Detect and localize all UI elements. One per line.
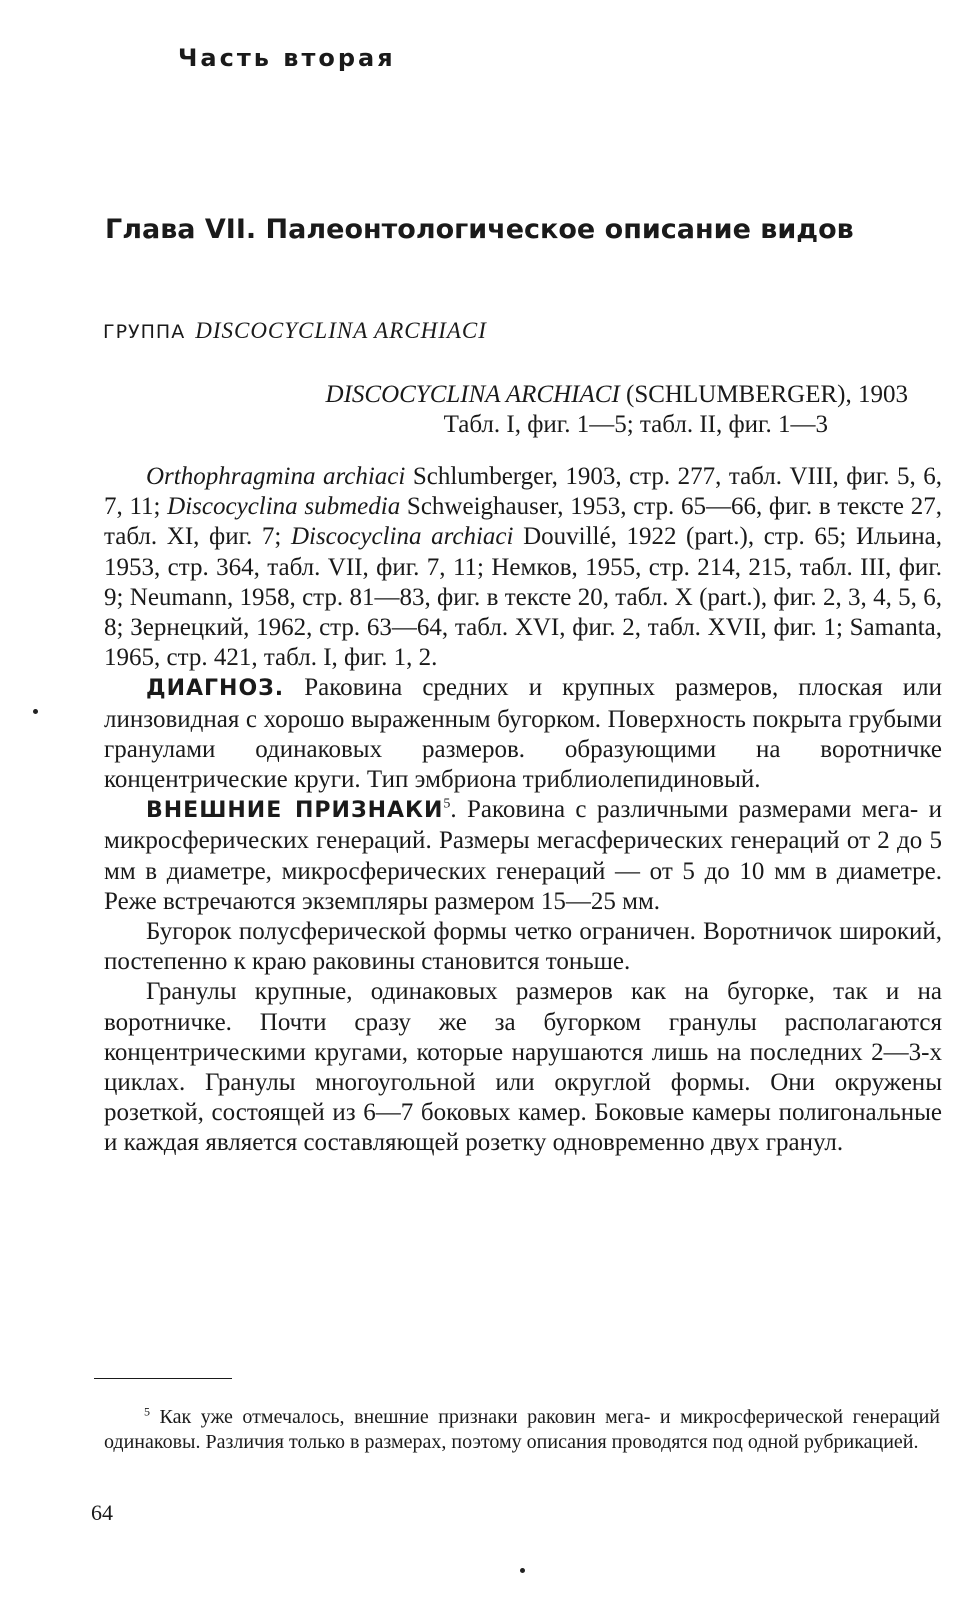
synonym-citation: Douvillé, 1922 (part.), стр. 65; Ильина, 1953, стр. 364, табл. VII, фиг. 7, 11; Немков, 1955, стр. 214, 215, табл. III, фиг. 9; Neumann, 1958, стр. 81—83, фиг. в тексте 20, табл. X (part.), фиг. 2, 3, 4, 5, 6, 8; Зернецкий, 1962, стр. 63—64, табл. XVI, фиг. 2, табл. XVII, фиг. 1; Samanta, 1965, стр. 421, табл. I, фиг. 1, 2. [104, 523, 942, 672]
tubercle-paragraph: Бугорок полусферической формы четко ограничен. Воротничок широкий, постепенно к краю раковины становится тоньше. [104, 918, 942, 976]
external-features-label: ВНЕШНИЕ ПРИЗНАКИ [146, 798, 444, 824]
granules-paragraph: Гранулы крупные, одинаковых размеров как на бугорке, так и на воротничке. Почти сразу же за бугорком гранулы располагаются концентрическими кругами, которые нарушаются лишь на последних 2—3-х циклах. Гранулы многоугольной или округлой формы. Они окружены розеткой, состоящей из 6—7 боковых камер. Боковые камеры полигональные и каждая является составляющей розетку одновременно двух гранул. [104, 978, 942, 1157]
body-text [104, 462, 942, 1159]
footnote-separator [94, 1378, 232, 1379]
footnote-number: 5 [144, 1404, 150, 1419]
diagnosis-paragraph [104, 673, 942, 795]
external-features-paragraph [104, 795, 942, 917]
diagnosis-label: ДИАГНОЗ. [146, 676, 285, 702]
print-speck [33, 709, 38, 714]
species-name: DISCOCYCLINA ARCHIACI [325, 381, 620, 408]
plates-reference: Табл. I, фиг. 1—5; табл. II, фиг. 1—3 [443, 411, 828, 438]
synonym-citation: Schlumberger, 1903, стр. 277, табл. VIII, фиг. 5, 6, 7, 11; [104, 463, 942, 521]
synonym-name: Orthophragmina archiaci [146, 463, 406, 490]
footnote [104, 1405, 940, 1455]
species-author: (SCHLUMBERGER), 1903 [619, 381, 908, 408]
synonym-name: Discocyclina archiaci [290, 523, 514, 551]
chapter-title: Глава VII. Палеонтологическое описание видов [105, 214, 854, 245]
footnote-text: Как уже отмечалось, внешние признаки раковин мега- и микросферической генераций одинаковы. Различия только в размерах, поэтому описания проводятся под одной рубрикацией. [104, 1406, 940, 1453]
external-features-text: . Раковина с различными размерами мега- и микросферических генераций. Размеры мегасферических генераций от 2 до 5 мм в диаметре, микросферических генераций — от 5 до 10 мм в диаметре. Реже встречаются экземпляры размером 15—25 мм. [104, 796, 942, 915]
diagnosis-text: Раковина средних и крупных размеров, плоская или линзовидная с хорошо выраженным бугорком. Поверхность покрыта грубыми гранулами одинаковых размеров. образующими на воротничке концентрические круги. Тип эмбриона триблиолепидиновый. [104, 674, 942, 794]
page-number: 64 [91, 1500, 113, 1525]
print-speck [520, 1568, 525, 1573]
group-heading [103, 318, 487, 344]
part-label: Часть вторая [178, 44, 396, 72]
synonym-name: Discocyclina submedia [167, 493, 401, 521]
synonymy-paragraph [104, 462, 942, 673]
group-name: DISCOCYCLINA ARCHIACI [195, 318, 487, 343]
group-label: ГРУППА [103, 321, 186, 343]
species-title [104, 381, 908, 409]
footnote-reference: 5 [443, 796, 451, 812]
synonym-citation: Schweighauser, 1953, стр. 65—66, фиг. в тексте 27, табл. XI, фиг. 7; [104, 493, 942, 551]
